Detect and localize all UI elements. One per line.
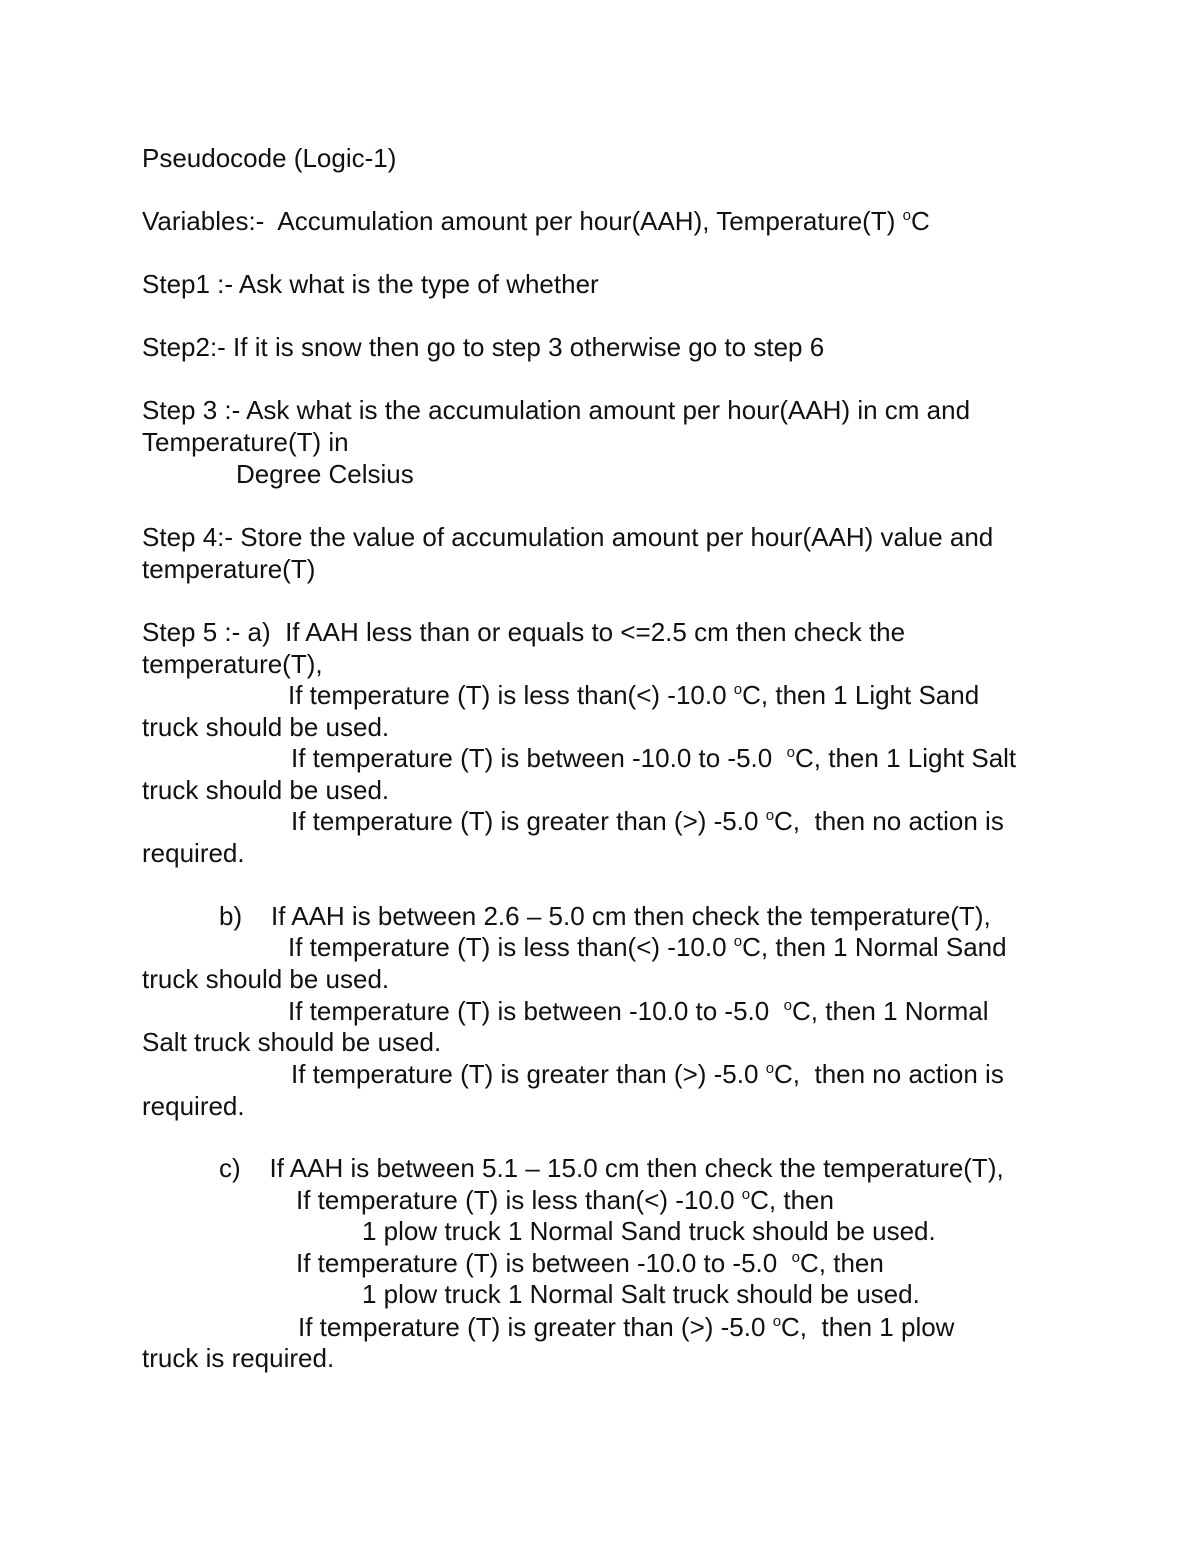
- document-title: Pseudocode (Logic-1): [142, 143, 397, 173]
- degree-symbol: o: [902, 207, 911, 224]
- step5c-condition-3: [298, 1311, 954, 1343]
- step5b-condition-2: [288, 995, 989, 1027]
- condition-text: C, then no action is: [774, 1059, 1004, 1089]
- step5c-condition-3-cont: truck is required.: [142, 1343, 335, 1373]
- step5a-head-1: Step 5 :- a) If AAH less than or equals to <=2.5 cm then check the: [142, 617, 906, 647]
- step5a-head-2: temperature(T),: [142, 649, 323, 679]
- condition-text: If temperature (T) is less than(<) -10.0: [288, 932, 734, 962]
- condition-text: C, then 1 Light Salt: [795, 743, 1017, 773]
- condition-text: If temperature (T) is between -10.0 to -5.0: [288, 996, 784, 1026]
- step5a-condition-2-cont: truck should be used.: [142, 775, 390, 805]
- condition-text: C, then: [800, 1248, 884, 1278]
- step5a-condition-1-cont: truck should be used.: [142, 712, 390, 742]
- condition-text: If temperature (T) is greater than (>) -5.0: [291, 806, 766, 836]
- condition-text: If temperature (T) is less than(<) -10.0: [296, 1185, 742, 1215]
- variables-unit: C: [910, 206, 930, 236]
- step3-line-1: Step 3 :- Ask what is the accumulation amount per hour(AAH) in cm and: [142, 395, 971, 425]
- step5b-condition-1: [288, 931, 1007, 963]
- condition-text: If temperature (T) is greater than (>) -5.0: [291, 1059, 766, 1089]
- degree-symbol: o: [741, 1186, 751, 1203]
- condition-text: If temperature (T) is less than(<) -10.0: [288, 680, 734, 710]
- degree-symbol: o: [733, 681, 743, 698]
- step2-line: Step2:- If it is snow then go to step 3 otherwise go to step 6: [142, 332, 825, 362]
- condition-text: C, then 1 Normal Sand: [742, 932, 1007, 962]
- step5b-condition-3: [291, 1058, 1004, 1090]
- degree-symbol: o: [783, 997, 793, 1014]
- step5b-condition-3-cont: required.: [142, 1091, 245, 1121]
- step5c-condition-2: [296, 1247, 884, 1279]
- variables-line: [142, 205, 930, 237]
- condition-text: C, then 1 Light Sand: [742, 680, 980, 710]
- step4-line-1: Step 4:- Store the value of accumulation amount per hour(AAH) value and: [142, 522, 994, 552]
- condition-text: C, then: [750, 1185, 834, 1215]
- step5a-condition-1: [288, 679, 979, 711]
- step5c-condition-1-cont: 1 plow truck 1 Normal Sand truck should be used.: [362, 1216, 936, 1246]
- step3-line-3: Degree Celsius: [236, 459, 414, 489]
- step4-line-2: temperature(T): [142, 554, 316, 584]
- degree-symbol: o: [765, 1060, 775, 1077]
- degree-symbol: o: [772, 1313, 782, 1330]
- degree-symbol: o: [791, 1249, 801, 1266]
- variables-text: Accumulation amount per hour(AAH), Temperature(T): [277, 206, 896, 236]
- variables-label: Variables:-: [142, 206, 265, 236]
- step5b-condition-2-cont: Salt truck should be used.: [142, 1027, 442, 1057]
- step5a-condition-3-cont: required.: [142, 838, 245, 868]
- step5a-condition-2: [291, 742, 1016, 774]
- degree-symbol: o: [733, 933, 743, 950]
- condition-text: C, then 1 Normal: [792, 996, 989, 1026]
- condition-text: If temperature (T) is greater than (>) -5.0: [298, 1312, 773, 1342]
- condition-text: If temperature (T) is between -10.0 to -5.0: [296, 1248, 792, 1278]
- degree-symbol: o: [786, 744, 796, 761]
- step1-line: Step1 :- Ask what is the type of whether: [142, 269, 599, 299]
- condition-text: C, then 1 plow: [781, 1312, 955, 1342]
- condition-text: C, then no action is: [774, 806, 1004, 836]
- step5b-head: b) If AAH is between 2.6 – 5.0 cm then check the temperature(T),: [219, 901, 991, 931]
- step5c-condition-1: [296, 1184, 834, 1216]
- step3-line-2: Temperature(T) in: [142, 427, 349, 457]
- condition-text: If temperature (T) is between -10.0 to -5.0: [291, 743, 787, 773]
- step5a-condition-3: [291, 805, 1004, 837]
- step5c-head: c) If AAH is between 5.1 – 15.0 cm then check the temperature(T),: [219, 1153, 1004, 1183]
- step5c-condition-2-cont: 1 plow truck 1 Normal Salt truck should be used.: [362, 1279, 920, 1309]
- step5b-condition-1-cont: truck should be used.: [142, 964, 390, 994]
- degree-symbol: o: [765, 807, 775, 824]
